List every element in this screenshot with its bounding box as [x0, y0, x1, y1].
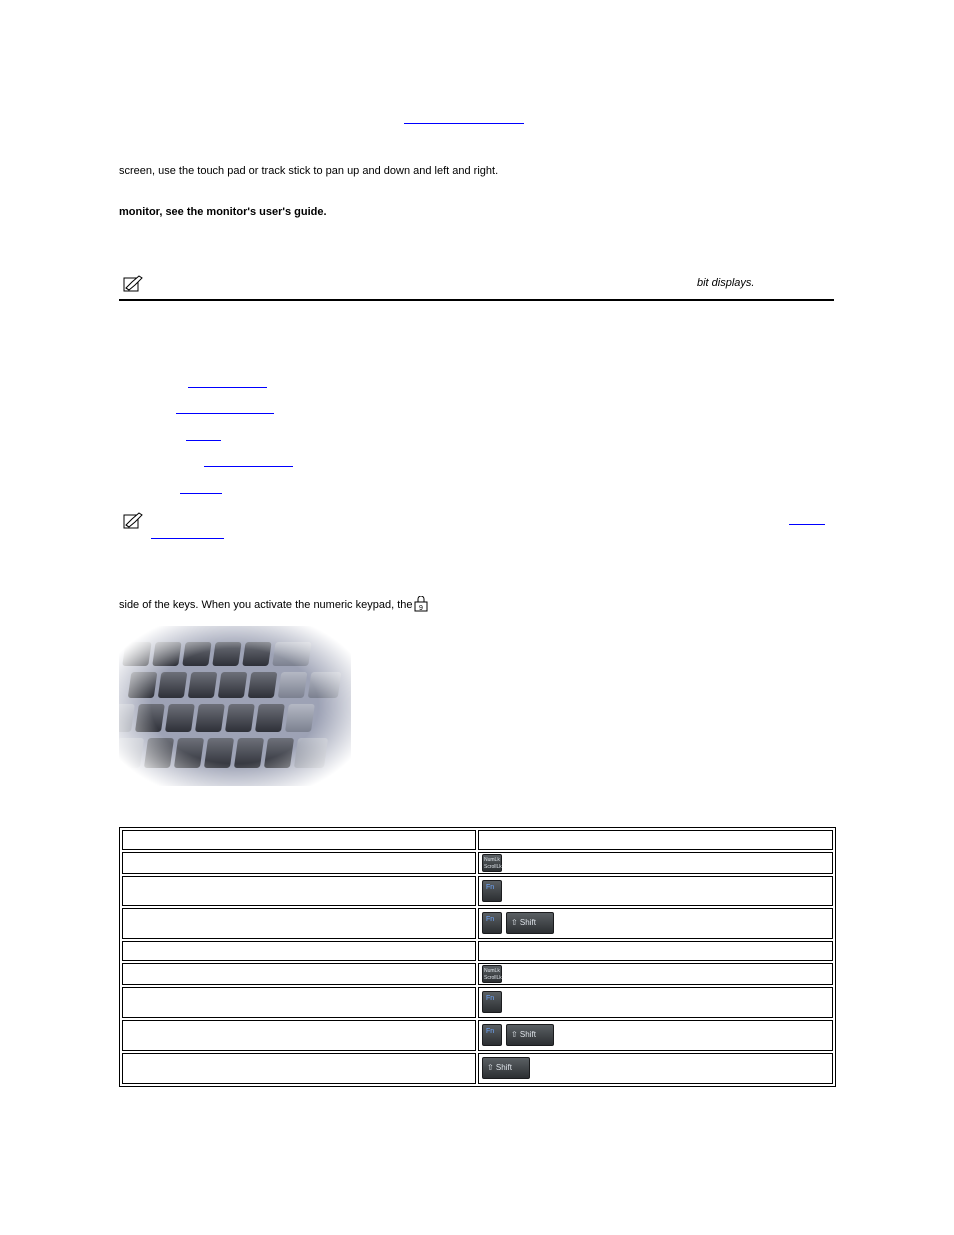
- table-cell: [122, 830, 476, 850]
- fn-key-icon: Fn: [482, 880, 502, 902]
- table-cell: [122, 876, 476, 906]
- table-row: [120, 1053, 835, 1084]
- text-bit-displays: bit displays.: [697, 277, 755, 289]
- link-2[interactable]: [176, 413, 274, 414]
- table-cell: [478, 963, 833, 985]
- table-cell: [122, 852, 476, 874]
- table-row: [120, 830, 835, 850]
- link-4[interactable]: [204, 466, 293, 467]
- table-row: [120, 852, 835, 874]
- fn-key-icon: Fn: [482, 991, 502, 1013]
- divider: [119, 299, 834, 301]
- link-note-b[interactable]: [151, 538, 224, 539]
- table-cell: [122, 1020, 476, 1051]
- table-cell: [478, 941, 833, 961]
- table-cell: [478, 987, 833, 1018]
- link-1[interactable]: [188, 387, 267, 388]
- keypad-lock-icon: [414, 596, 428, 612]
- table-row: [120, 987, 835, 1018]
- fn-key-icon: Fn: [482, 1024, 502, 1046]
- text-screen-pan: screen, use the touch pad or track stick to pan up and down and left and right.: [119, 165, 499, 177]
- key-combination-table: [119, 827, 836, 1087]
- note-pencil-icon: [123, 512, 145, 530]
- table-cell: [122, 908, 476, 939]
- numlk-key-icon: NumLk ScrollLk: [482, 854, 502, 872]
- shift-key-icon: ⇧ Shift: [482, 1057, 530, 1079]
- fn-key-icon: Fn: [482, 912, 502, 934]
- link-top[interactable]: [404, 123, 524, 124]
- svg-text:9: 9: [419, 605, 423, 612]
- text-keypad-side: side of the keys. When you activate the numeric keypad, the: [119, 599, 413, 611]
- table-cell: [122, 987, 476, 1018]
- keyboard-photo: [119, 626, 351, 786]
- table-cell: [478, 1020, 833, 1051]
- link-5[interactable]: [180, 493, 222, 494]
- table-row: [120, 941, 835, 961]
- table-row: [120, 1020, 835, 1051]
- link-3[interactable]: [186, 440, 221, 441]
- table-row: [120, 908, 835, 939]
- text-monitor-guide: monitor, see the monitor's user's guide.: [119, 206, 327, 218]
- shift-key-icon: ⇧ Shift: [506, 912, 554, 934]
- shift-key-icon: ⇧ Shift: [506, 1024, 554, 1046]
- table-cell: [478, 876, 833, 906]
- link-note-a[interactable]: [789, 524, 825, 525]
- table-row: [120, 876, 835, 906]
- table-cell: [478, 908, 833, 939]
- table-cell: [122, 1053, 476, 1084]
- table-cell: [478, 852, 833, 874]
- table-cell: [478, 1053, 833, 1084]
- note-pencil-icon: [123, 275, 145, 293]
- table-row: [120, 963, 835, 985]
- table-cell: [122, 963, 476, 985]
- numlk-key-icon: NumLk ScrollLk: [482, 965, 502, 983]
- table-cell: [478, 830, 833, 850]
- table-cell: [122, 941, 476, 961]
